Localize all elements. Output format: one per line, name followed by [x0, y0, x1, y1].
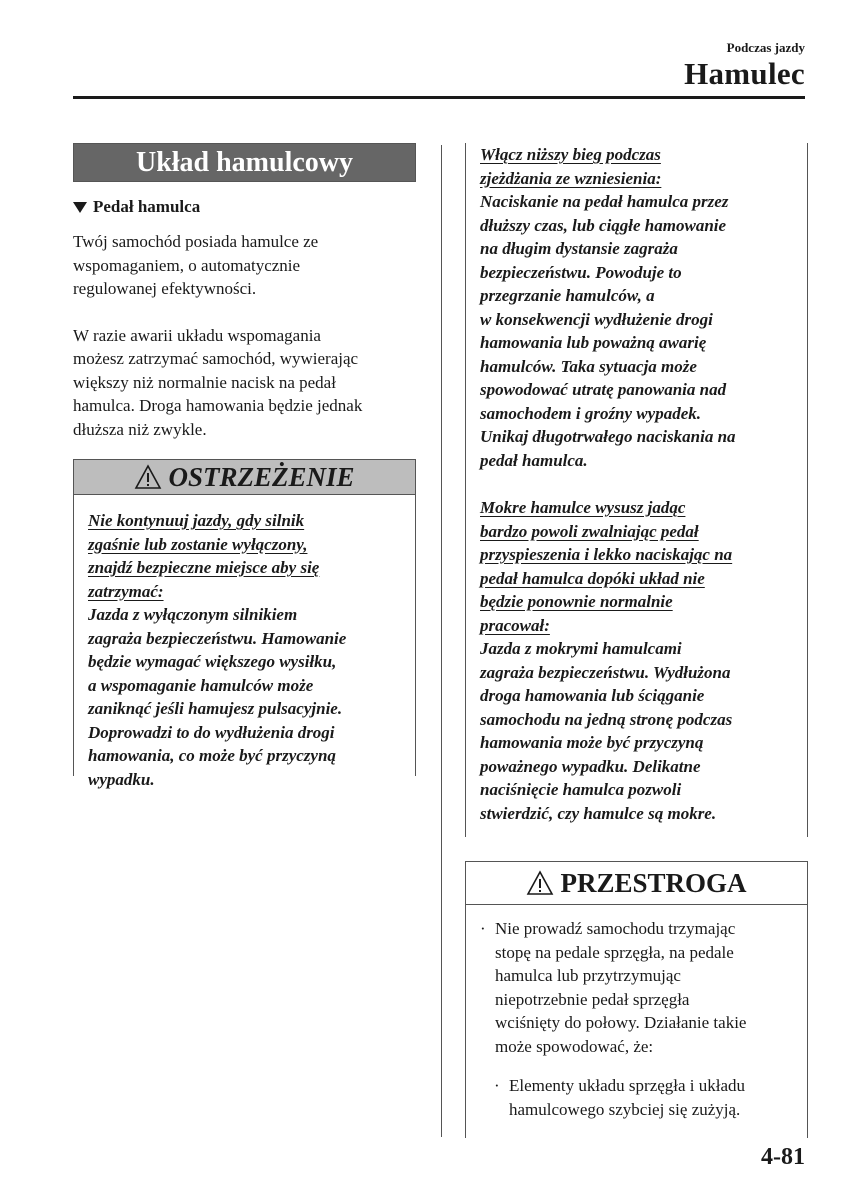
warning-condition-line: Włącz niższy bieg podczas	[480, 145, 661, 164]
page-number: 4-81	[761, 1144, 805, 1170]
warning-text-line: hamulców. Taka sytuacja może	[480, 356, 697, 376]
left-column	[73, 143, 416, 789]
warning-title: OSTRZEŻENIE	[168, 461, 355, 492]
warning-condition-line: zatrzymać:	[88, 581, 164, 601]
warning-condition-line: Nie kontynuuj jazdy, gdy silnik	[88, 511, 305, 530]
text-line: hamulcowego szybciej się zużyją.	[509, 1099, 741, 1119]
warning-text-line: zagraża bezpieczeństwu. Hamowanie	[88, 628, 347, 648]
warning-text-line: Naciskanie na pedał hamulca przez	[480, 192, 729, 211]
warning-text-line: Jazda z wyłączonym silnikiem	[88, 605, 298, 624]
text-line: większy niż normalnie nacisk na pedał	[73, 372, 336, 392]
warning-text-line: naciśnięcie hamulca pozwoli	[480, 780, 682, 799]
text-line: może spowodować, że:	[495, 1036, 654, 1056]
warning-text-line: pedał hamulca.	[480, 450, 588, 470]
text-line: hamulca. Droga hamowania będzie jednak	[73, 396, 363, 415]
caution-title: PRZESTROGA	[560, 867, 747, 898]
warning-box-continued	[465, 143, 808, 837]
caution-body	[465, 905, 808, 1138]
right-column	[465, 143, 808, 1138]
section-heading: Układ hamulcowy	[73, 143, 416, 182]
warning-text-line: bezpieczeństwu. Powoduje to	[480, 262, 682, 282]
bullet-text	[495, 917, 746, 1058]
caution-sub-bullet	[480, 1074, 797, 1121]
text-line: Twój samochód posiada hamulce ze	[73, 232, 319, 251]
warning-text-line: stwierdzić, czy hamulce są mokre.	[480, 803, 717, 823]
warning-condition-line: Mokre hamulce wysusz jadąc	[480, 498, 686, 517]
text-line: regulowanej efektywności.	[73, 279, 257, 298]
warning-text-line: hamowania, co może być przyczyną	[88, 746, 336, 765]
text-line: dłuższa niż zwykle.	[73, 419, 207, 439]
warning-text-line: przegrzanie hamulców, a	[480, 286, 655, 305]
warning-condition-line: znajdź bezpieczne miejsce aby się	[88, 558, 320, 577]
text-line: stopę na pedale sprzęgła, na pedale	[495, 942, 734, 962]
caution-bullet	[480, 917, 797, 1058]
warning-body	[73, 495, 416, 789]
warning-condition-line: przyspieszenia i lekko naciskając na	[480, 545, 733, 564]
subheading-text: Pedał hamulca	[93, 197, 201, 216]
warning-text-line: wypadku.	[88, 769, 155, 789]
warning-box	[73, 459, 416, 789]
header-rule	[73, 96, 805, 99]
caution-box	[465, 861, 808, 1138]
warning-text-line: droga hamowania lub ściąganie	[480, 686, 705, 705]
warning-condition-line: zjeżdżania ze wzniesienia:	[480, 168, 662, 188]
warning-condition-line: pedał hamulca dopóki układ nie	[480, 568, 705, 588]
warning-text-line: hamowania lub poważną awarię	[480, 333, 707, 352]
warning-text-line: będzie wymagać większego wysiłku,	[88, 652, 337, 671]
warning-text-line: Jazda z mokrymi hamulcami	[480, 639, 682, 658]
warning-text-line: na długim dystansie zagraża	[480, 239, 678, 258]
spacer	[480, 472, 794, 496]
warning-text-line: spowodować utratę panowania nad	[480, 380, 727, 399]
warning-text-line: Doprowadzi to do wydłużenia drogi	[88, 722, 335, 742]
warning-triangle-icon	[134, 464, 162, 490]
caution-header	[465, 861, 808, 905]
warning-text-line: poważnego wypadku. Delikatne	[480, 756, 701, 776]
warning-text-line: a wspomaganie hamulców może	[88, 675, 314, 695]
warning-text-line: Unikaj długotrwałego naciskania na	[480, 427, 736, 446]
triangle-down-icon	[73, 202, 87, 213]
section-label: Podczas jazdy	[726, 40, 805, 55]
warning-text-line: samochodem i groźny wypadek.	[480, 403, 701, 423]
warning-header	[73, 459, 416, 495]
paragraph-failure	[73, 324, 416, 442]
warning-text-line: dłuższy czas, lub ciągłe hamowanie	[480, 215, 727, 235]
paragraph-power-brakes	[73, 230, 416, 301]
warning-condition-line: zgaśnie lub zostanie wyłączony,	[88, 534, 308, 554]
column-divider	[441, 145, 442, 1137]
text-line: niepotrzebnie pedał sprzęgła	[495, 989, 690, 1009]
warning-body-continued	[465, 143, 808, 837]
warning-text-line: samochodu na jedną stronę podczas	[480, 709, 733, 729]
text-line: W razie awarii układu wspomagania	[73, 325, 321, 345]
text-line: wspomaganiem, o automatycznie	[73, 255, 301, 275]
bullet-dot: ·	[480, 919, 486, 938]
warning-text-line: zaniknąć jeśli hamujesz pulsacyjnie.	[88, 699, 343, 718]
warning-condition-line: pracował:	[480, 615, 550, 635]
text-line: wciśnięty do połowy. Działanie takie	[495, 1013, 747, 1032]
text-line: możesz zatrzymać samochód, wywierając	[73, 349, 359, 368]
subheading	[73, 194, 416, 220]
warning-text-line: w konsekwencji wydłużenie drogi	[480, 309, 713, 329]
text-line: Elementy układu sprzęgła i układu	[509, 1076, 746, 1095]
warning-condition-line: będzie ponownie normalnie	[480, 592, 673, 611]
warning-condition-line: bardzo powoli zwalniając pedał	[480, 521, 699, 541]
text-line: hamulca lub przytrzymując	[495, 966, 681, 985]
text-line: Nie prowadź samochodu trzymając	[495, 919, 736, 938]
caution-triangle-icon	[526, 870, 554, 896]
bullet-dot: ·	[494, 1076, 500, 1095]
warning-text-line: hamowania może być przyczyną	[480, 733, 704, 752]
warning-text-line: zagraża bezpieczeństwu. Wydłużona	[480, 662, 731, 682]
chapter-title: Hamulec	[684, 56, 805, 91]
bullet-text	[509, 1074, 745, 1121]
